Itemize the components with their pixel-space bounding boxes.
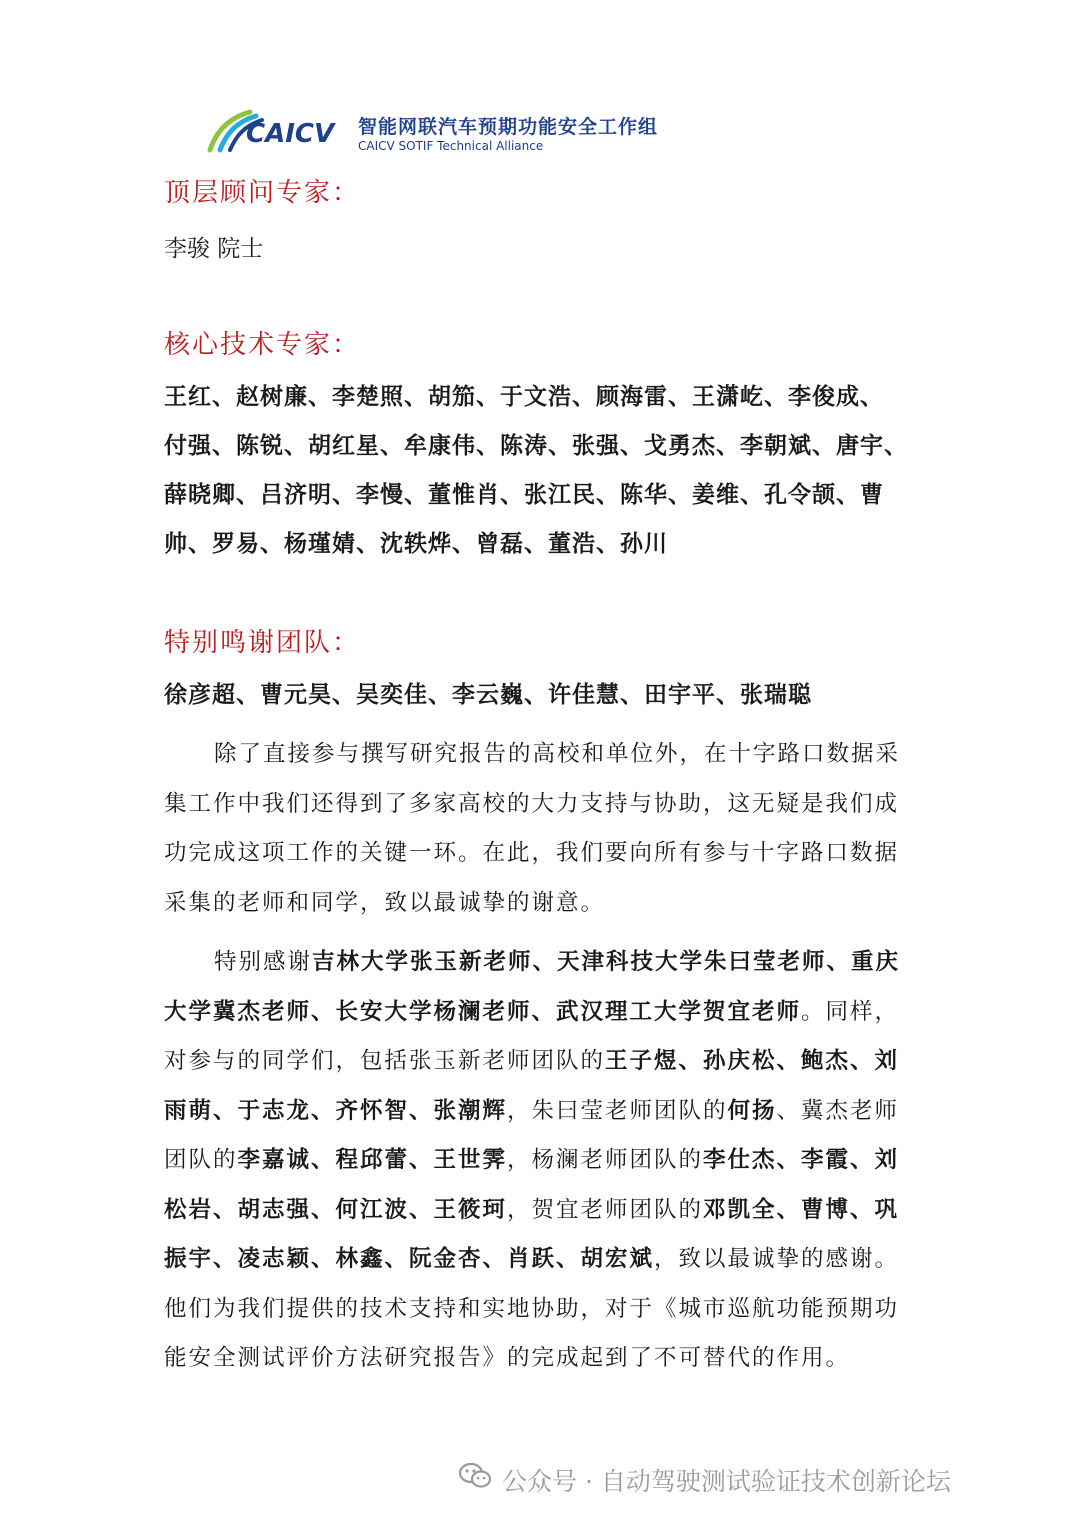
- paragraph-line: 采集的老师和同学，致以最诚挚的谢意。: [164, 889, 606, 916]
- core-experts-list: [164, 372, 924, 568]
- wechat-watermark: [458, 1460, 951, 1504]
- core-experts-line: 薛晓卿、吕济明、李慢、董惟肖、张江民、陈华、姜维、孔令颉、曹: [164, 481, 884, 508]
- special-thanks-list: [164, 670, 924, 719]
- paragraph-line: [164, 1136, 924, 1186]
- paragraph-line: [164, 1186, 924, 1236]
- paragraph-line: 功完成这项工作的关键一环。在此，我们要向所有参与十字路口数据: [164, 840, 900, 866]
- text-run: 特别感谢: [214, 949, 313, 975]
- text-run: 对参与的同学们，包括张玉新老师团队的: [164, 1048, 606, 1074]
- bold-run: 何扬: [727, 1097, 777, 1124]
- text-run: ，杨澜老师团队的: [507, 1147, 704, 1173]
- paragraph-line: [164, 1087, 924, 1137]
- bold-run: 吉林大学张玉新老师、天津科技大学朱曰莹老师、重庆: [312, 949, 901, 975]
- paragraph-acknowledgement: [164, 730, 924, 928]
- core-experts-line: 王红、赵树廉、李楚照、胡笳、于文浩、顾海雷、王潇屹、李俊成、: [164, 383, 884, 410]
- logo-mark-text: CAICV: [246, 119, 335, 149]
- paragraph-line: 集工作中我们还得到了多家高校的大力支持与协助，这无疑是我们成: [164, 790, 900, 817]
- wechat-icon: [458, 1461, 492, 1505]
- logo-title-en: CAICV SOTIF Technical Alliance: [358, 139, 544, 153]
- text-run: ，贺宜老师团队的: [507, 1196, 704, 1223]
- caicv-logo-mark: [206, 106, 356, 158]
- text-run: 。同样，: [801, 998, 900, 1025]
- logo-title-cn: 智能网联汽车预期功能安全工作组: [358, 116, 659, 138]
- bold-run: 邓凯全、曹博、巩: [703, 1196, 900, 1223]
- text-run: ，朱曰莹老师团队的: [507, 1097, 728, 1124]
- core-experts-line: 帅、罗易、杨瑾婧、沈轶烨、曾磊、董浩、孙川: [164, 530, 668, 557]
- heading-special-thanks: 特别鸣谢团队：: [164, 628, 361, 658]
- bold-run: 王子煜、孙庆松、鲍杰、刘: [605, 1048, 900, 1074]
- text-run: 、冀杰老师: [776, 1097, 900, 1124]
- bold-run: 李嘉诚、程邱蕾、王世霁: [237, 1147, 508, 1173]
- watermark-text: 公众号 · 自动驾驶测试验证技术创新论坛: [502, 1467, 951, 1496]
- text-run: ，致以最诚挚的感谢。: [654, 1246, 900, 1272]
- paragraph-line: 能安全测试评价方法研究报告》的完成起到了不可替代的作用。: [164, 1345, 851, 1371]
- core-experts-line: 付强、陈锐、胡红星、牟康伟、陈涛、张强、戈勇杰、李朝斌、唐宇、: [164, 432, 908, 459]
- special-thanks-line: 徐彦超、曹元昊、吴奕佳、李云巍、许佳慧、田宇平、张瑞聪: [164, 681, 812, 708]
- heading-core-experts: 核心技术专家：: [164, 330, 361, 360]
- bold-run: 大学冀杰老师、长安大学杨澜老师、武汉理工大学贺宜老师: [164, 998, 802, 1025]
- bold-run: 振宇、凌志颖、林鑫、阮金杏、肖跃、胡宏斌: [164, 1246, 655, 1272]
- paragraph-line: [164, 1235, 924, 1285]
- paragraph-line: [164, 1037, 924, 1087]
- bold-run: 松岩、胡志强、何江波、王筱珂: [164, 1196, 508, 1223]
- top-advisor-name: 李骏 院士: [164, 236, 264, 262]
- paragraph-line: 除了直接参与撰写研究报告的高校和单位外，在十字路口数据采: [214, 741, 901, 767]
- paragraph-line: [164, 938, 924, 988]
- text-run: 团队的: [164, 1147, 238, 1173]
- bold-run: 李仕杰、李霞、刘: [703, 1147, 900, 1173]
- paragraph-special-thanks: [164, 938, 924, 1384]
- paragraph-line: [164, 988, 924, 1038]
- caicv-logo: [206, 106, 676, 158]
- bold-run: 雨萌、于志龙、齐怀智、张潮辉: [164, 1097, 508, 1124]
- heading-top-advisors: 顶层顾问专家：: [164, 178, 361, 208]
- paragraph-line: 他们为我们提供的技术支持和实地协助，对于《城市巡航功能预期功: [164, 1295, 900, 1322]
